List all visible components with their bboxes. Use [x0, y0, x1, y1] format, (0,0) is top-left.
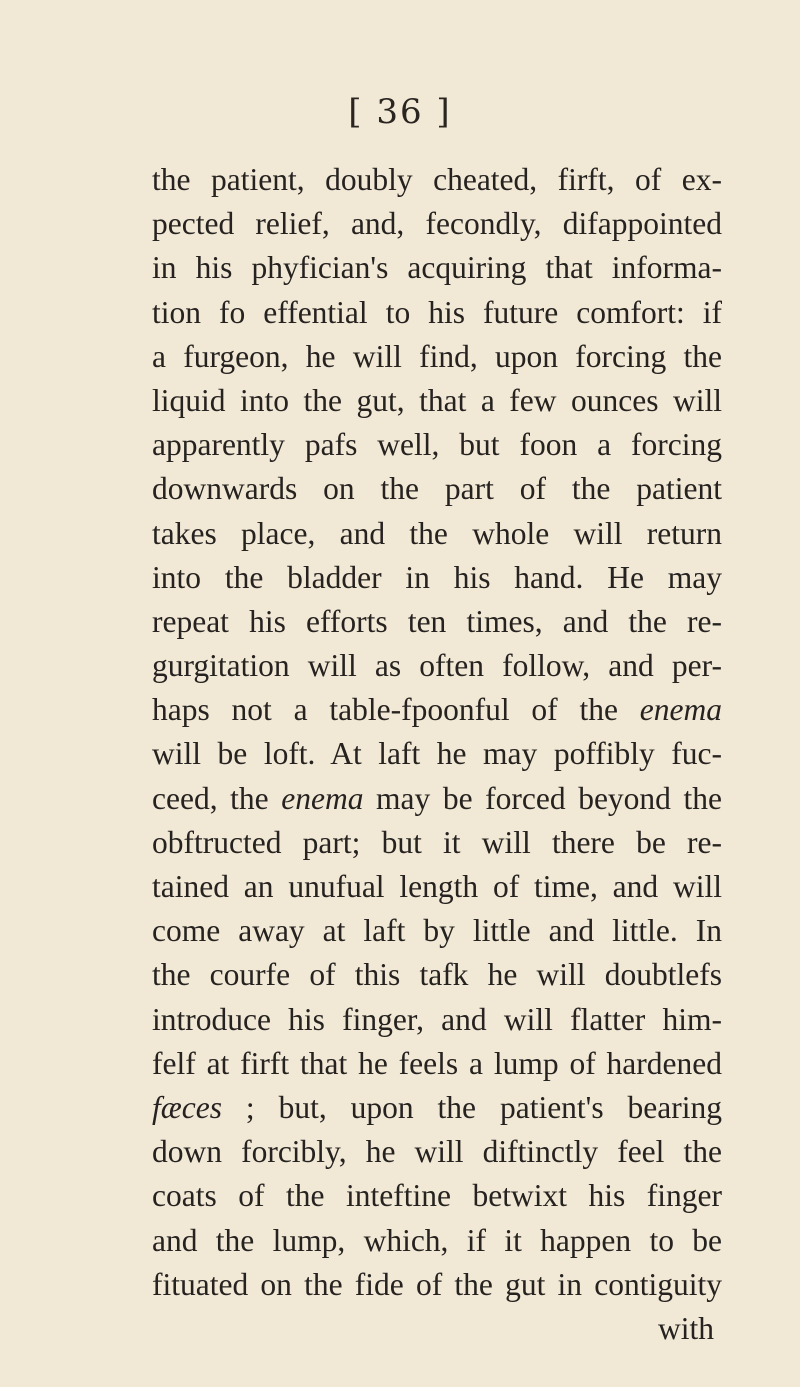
text-line: ceed, the enema may be forced beyond the — [152, 780, 722, 816]
text-line: a furgeon, he will find, upon forcing the — [152, 338, 722, 374]
text-line: repeat his efforts ten times, and the re- — [152, 603, 722, 639]
text-line: the courfe of this tafk he will doubtlefs — [152, 957, 722, 993]
text-line: into the bladder in his hand. He may — [152, 559, 722, 595]
text-line: down forcibly, he will diftinctly feel the — [152, 1134, 722, 1170]
italic-term: enema — [639, 692, 722, 728]
text-line: tained an unufual length of time, and will — [152, 869, 722, 904]
text-line: and the lump, which, if it happen to be — [152, 1222, 722, 1258]
text-line: tion fo effential to his future comfort: if — [152, 294, 722, 330]
text-line: apparently pafs well, but foon a forcing — [152, 427, 722, 463]
text-line: the patient, doubly cheated, firft, of ex- — [152, 162, 722, 197]
text-line: will be loft. At laft he may poffibly fuc- — [152, 736, 722, 772]
body-text — [152, 158, 722, 1351]
text-line: fituated on the fide of the gut in contiguity — [152, 1266, 722, 1302]
text-line: liquid into the gut, that a few ounces will — [152, 382, 722, 418]
italic-term: fæces — [152, 1089, 222, 1125]
text-line: introduce his finger, and will flatter him- — [152, 1001, 722, 1037]
text-line: downwards on the part of the patient — [152, 471, 722, 507]
text-line: fæces ; but, upon the patient's bearing — [152, 1089, 722, 1125]
text-line: coats of the inteftine betwixt his finger — [152, 1178, 722, 1214]
text-line: felf at firft that he feels a lump of hardened — [152, 1045, 722, 1081]
catchword: with — [657, 1310, 714, 1346]
text-line: pected relief, and, fecondly, difappointed — [152, 206, 722, 242]
text-line: obftructed part; but it will there be re- — [152, 824, 722, 860]
text-line: come away at laft by little and little. In — [152, 913, 722, 949]
page-number: [ 36 ] — [348, 92, 452, 132]
text-line: gurgitation will as often follow, and per- — [152, 648, 722, 684]
text-line: takes place, and the whole will return — [152, 515, 722, 551]
text-line: haps not a table-fpoonful of the enema — [152, 692, 722, 728]
italic-term: enema — [281, 780, 364, 816]
text-line: in his phyfician's acquiring that informa- — [152, 250, 722, 286]
